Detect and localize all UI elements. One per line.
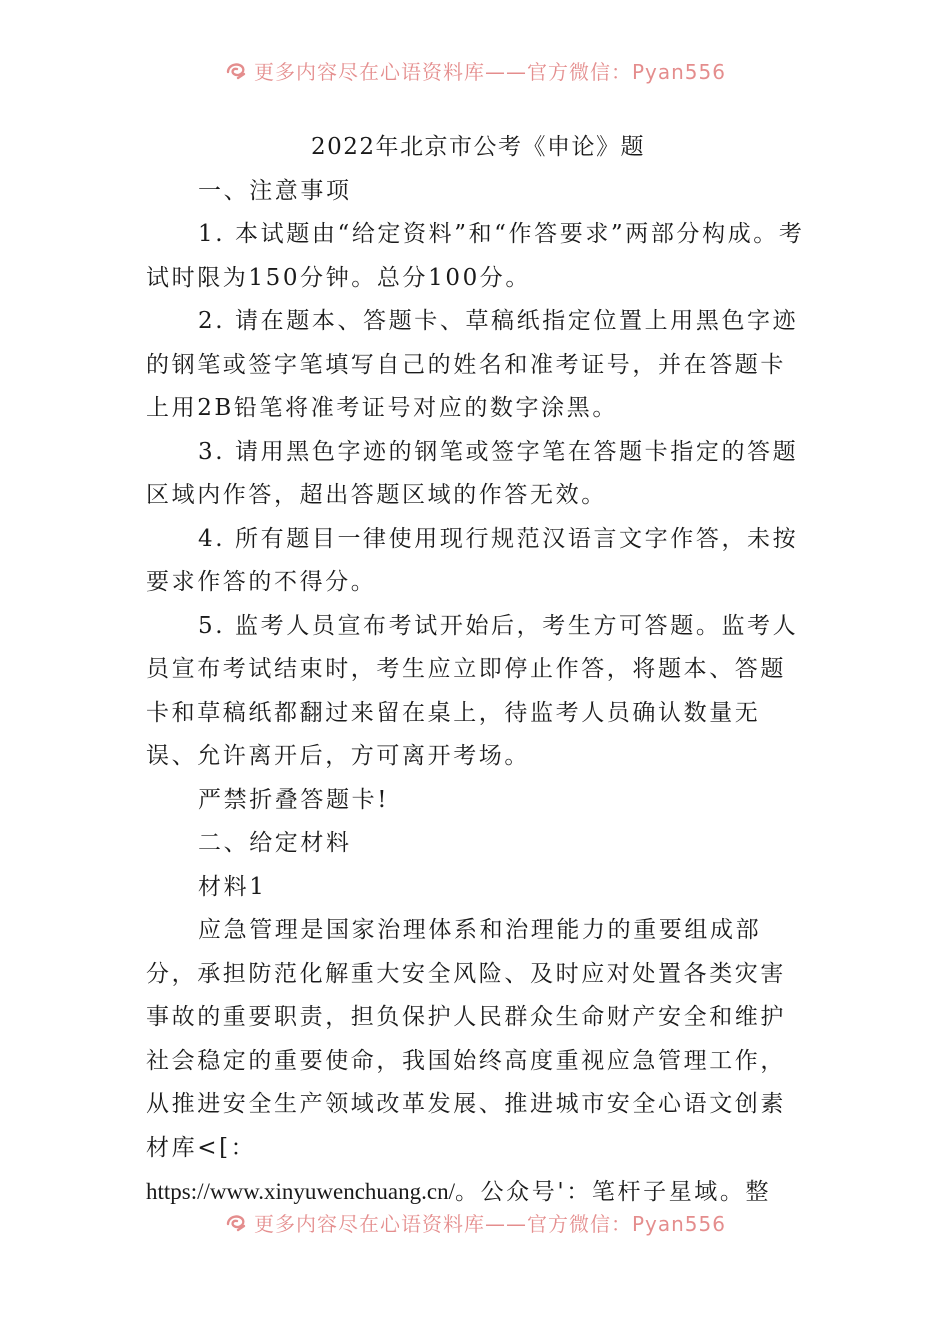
note-item-2: 2. 请在题本、答题卡、草稿纸指定位置上用黑色字迹的钢笔或签字笔填写自己的姓名和准考证号，并在答题卡上用2B铅笔将准考证号对应的数字涂黑。 xyxy=(146,308,799,421)
note-item-3: 3. 请用黑色字迹的钢笔或签字笔在答题卡指定的答题区域内作答，超出答题区域的作答无效。 xyxy=(146,438,799,508)
swirl-logo-icon xyxy=(224,1210,248,1234)
material-tail: 。公众号'：笔杆子星域。整 xyxy=(454,1179,772,1205)
warning-text: 严禁折叠答题卡! xyxy=(198,786,390,813)
document-body xyxy=(146,126,810,1215)
material-text: 应急管理是国家治理体系和治理能力的重要组成部分，承担防范化解重大安全风险、及时应对处置各类灾害事故的重要职责，担负保护人民群众生命财产安全和维护社会稳定的重要使命，我国始终高度重视应急管理工作，从推进安全生产领域改革发展、推进城市安全心语文创素材库<[： xyxy=(146,917,786,1161)
watermark-text: 更多内容尽在心语资料库——官方微信：Pyan556 xyxy=(253,1211,726,1236)
material-paragraph xyxy=(146,909,810,1215)
watermark-bottom xyxy=(0,1204,950,1240)
note-item-4: 4. 所有题目一律使用现行规范汉语言文字作答，未按要求作答的不得分。 xyxy=(146,525,799,595)
note-item-5: 5. 监考人员宣布考试开始后，考生方可答题。监考人员宣布考试结束时，考生应立即停止作答，将题本、答题卡和草稿纸都翻过来留在桌上，待监考人员确认数量无误、允许离开后，方可离开考场。 xyxy=(146,612,799,769)
document-title: 2022年北京市公考《申论》题 xyxy=(310,134,646,160)
swirl-logo-icon xyxy=(224,58,248,82)
material-label: 材料1 xyxy=(198,873,267,900)
section-heading-notes: 一、注意事项 xyxy=(198,177,352,204)
watermark-text: 更多内容尽在心语资料库——官方微信：Pyan556 xyxy=(253,59,726,84)
watermark-top xyxy=(0,52,950,88)
material-url: https://www.xinyuwenchuang.cn/ xyxy=(146,1179,455,1204)
section-heading-materials: 二、给定材料 xyxy=(198,830,352,856)
note-item-1: 1. 本试题由“给定资料”和“作答要求”两部分构成。考试时限为150分钟。总分100分。 xyxy=(146,221,805,291)
